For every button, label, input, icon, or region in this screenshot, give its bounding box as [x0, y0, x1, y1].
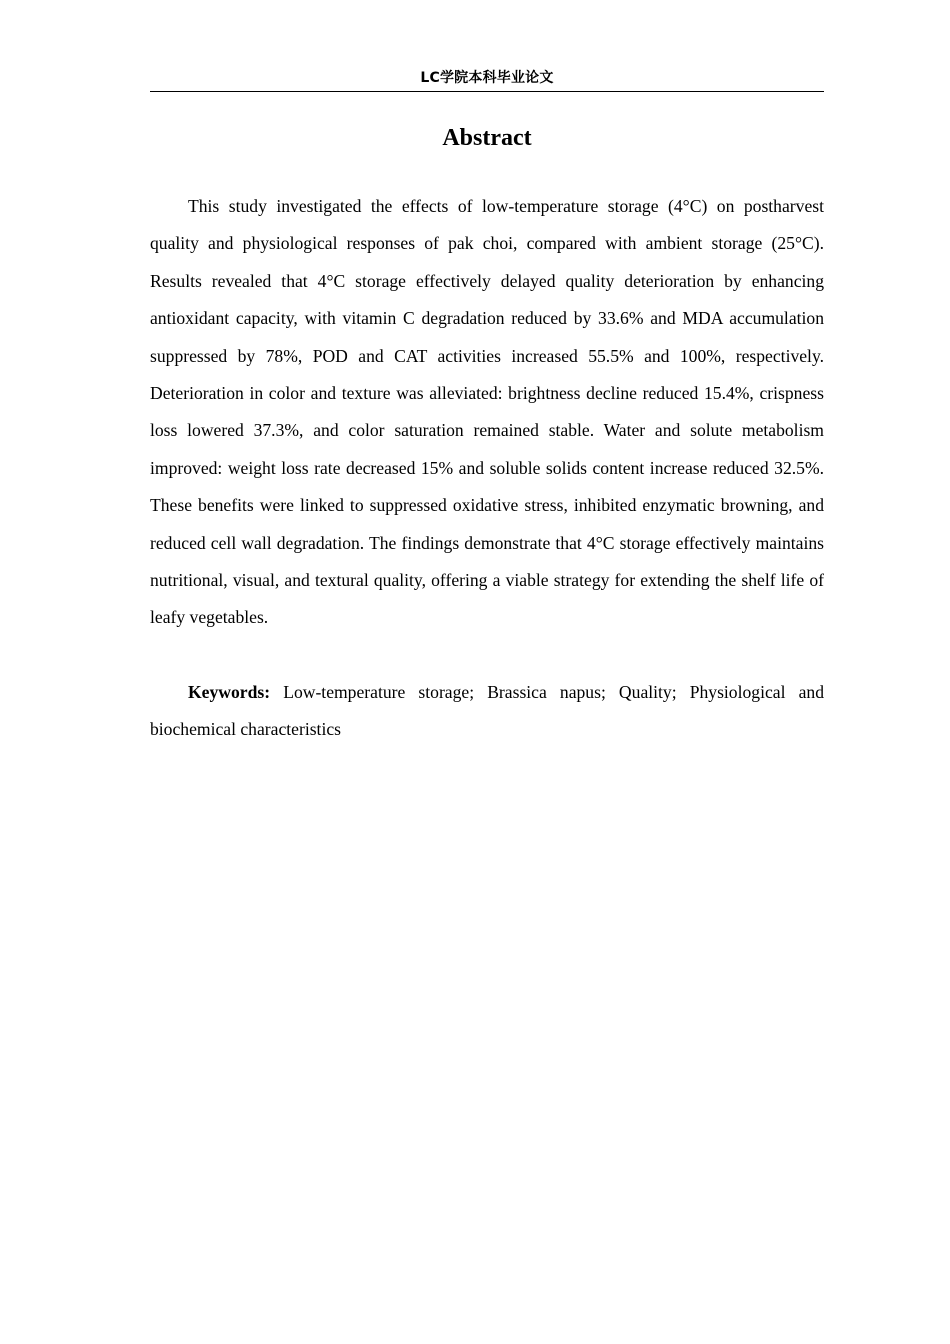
header-divider — [150, 91, 824, 92]
running-header-title: LC学院本科毕业论文 — [420, 70, 554, 86]
keywords-paragraph — [150, 674, 824, 749]
keywords-text: Low-temperature storage; Brassica napus; Quality; Physiological and biochemical characteristics — [150, 682, 824, 740]
keywords-label: Keywords: — [188, 682, 271, 702]
abstract-paragraph: This study investigated the effects of low-temperature storage (4°C) on postharvest quality and physiological responses of pak choi, compared with ambient storage (25°C). Results revealed that 4°C storage effectively delayed quality deterioration by enhancing antioxidant capacity, with vitamin C degradation reduced by 33.6% and MDA accumulation suppressed by 78%, POD and CAT activities increased 55.5% and 100%, respectively. Deterioration in color and texture was alleviated: brightness decline reduced 15.4%, crispness loss lowered 37.3%, and color saturation remained stable. Water and solute metabolism improved: weight loss rate decreased 15% and soluble solids content increase reduced 32.5%. These benefits were linked to suppressed oxidative stress, inhibited enzymatic browning, and reduced cell wall degradation. The findings demonstrate that 4°C storage effectively maintains nutritional, visual, and textural quality, offering a viable strategy for extending the shelf life of leafy vegetables. — [150, 196, 824, 628]
abstract-heading: Abstract — [442, 125, 532, 151]
